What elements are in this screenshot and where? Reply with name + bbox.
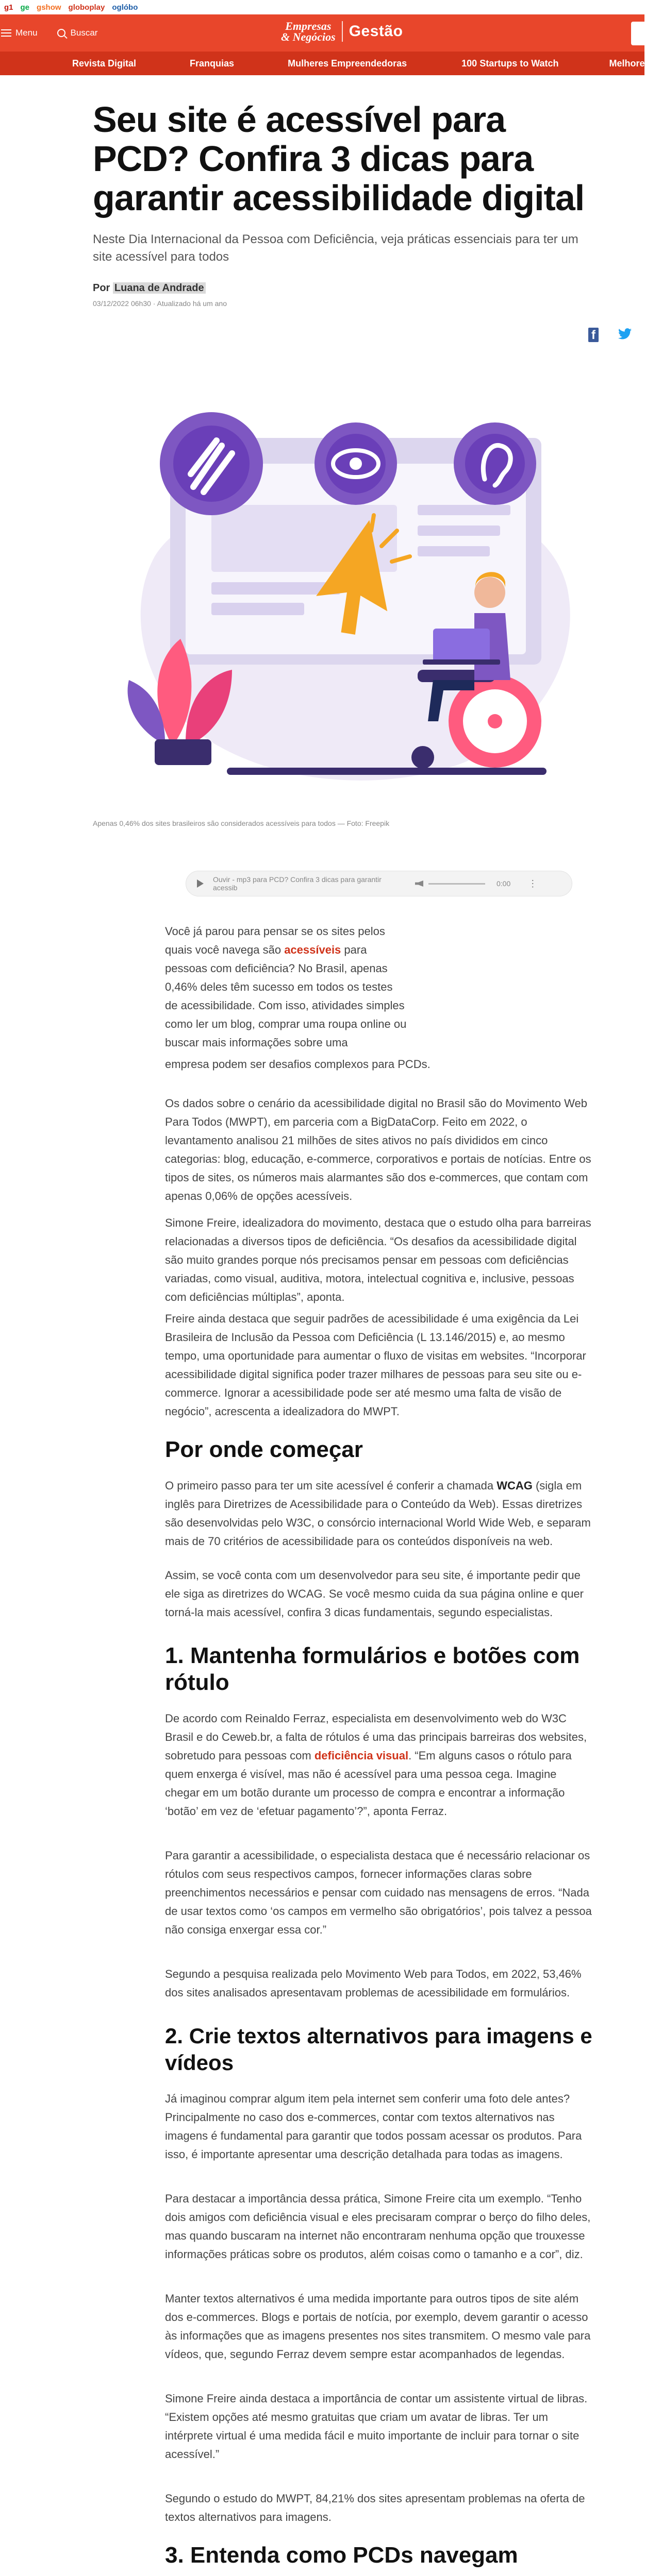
- section-heading: 1. Mantenha formulários e botões com rótulo: [165, 1643, 580, 1695]
- paragraph: Já imaginou comprar algum item pela internet sem conferir uma foto dele antes? Principalmente no caso dos e-commerces, contar com textos alternativos nas imagens é fundamental para garantir que todos possam acessar os produtos. Para isso, é importante apresentar uma descrição detalhada para todas as imagens.: [165, 2092, 582, 2161]
- byline-prefix: Por: [93, 282, 110, 294]
- section-heading: Por onde começar: [165, 1437, 363, 1462]
- paragraph: Segundo a pesquisa realizada pelo Movimento Web para Todos, em 2022, 53,46% dos sites analisados apresentavam problemas de acessibilidade em formulários.: [165, 1968, 582, 1999]
- share-buttons: [588, 328, 632, 342]
- paragraph: [165, 922, 407, 1052]
- text-run: O primeiro passo para ter um site acessível é conferir a chamada: [165, 1479, 494, 1492]
- visual-impairment-link[interactable]: deficiência visual: [314, 1749, 409, 1762]
- hamburger-icon: [1, 29, 11, 37]
- section-nav: [0, 52, 662, 75]
- globo-network-bar: [0, 0, 644, 14]
- audio-player: [186, 871, 572, 896]
- visual-impairment-icon: [315, 422, 397, 505]
- logo-mark: [281, 21, 336, 42]
- site-logo[interactable]: [281, 21, 403, 42]
- paragraph: Para destacar a importância dessa prática, Simone Freire cita um exemplo. “Tenho dois amigos com deficiência visual e eles precisaram comprar o berço do filho deles, mas quando buscaram na internet não encontraram nenhuma opção que trouxesse informações práticas sobre os produtos, além coisas como o tamanho e a cor”, diz.: [165, 2192, 591, 2261]
- nav-item-melhores-franquias[interactable]: Melhores Fr: [609, 58, 662, 69]
- article-header: [0, 100, 644, 308]
- image-caption: Apenas 0,46% dos sites brasileiros são considerados acessíveis para todos — Foto: Freepik: [93, 819, 390, 827]
- globo-link-ge[interactable]: ge: [20, 3, 30, 12]
- more-options-icon[interactable]: ⋮: [528, 878, 538, 889]
- logo-divider: [342, 21, 343, 42]
- section-name: Gestão: [349, 23, 403, 40]
- search-button[interactable]: [57, 28, 98, 38]
- play-icon[interactable]: [193, 877, 206, 890]
- paragraph: Assim, se você conta com um desenvolvedor para seu site, é importante pedir que ele siga as diretrizes do WCAG. Se você mesmo cuida da sua página online e quer torná-la mais acessível, confira 3 dicas fundamentais, segundo especialistas.: [165, 1569, 584, 1619]
- paragraph: [165, 1477, 593, 1551]
- article-subtitle: Neste Dia Internacional da Pessoa com Deficiência, veja práticas essenciais para ter um site acessível para todos: [93, 232, 578, 264]
- text-run: (sigla em inglês para Diretrizes de Acessibilidade para o Conteúdo da Web). Essas diretrizes são desenvolvidas pelo W3C, o consórcio internacional World Wide Web, e separam mais de 70 critérios de acessibilidade para os conteúdos disponíveis na web.: [165, 1479, 591, 1548]
- author-name[interactable]: Luana de Andrade: [113, 282, 206, 294]
- header-right-widget[interactable]: [631, 22, 644, 45]
- nav-item-100-startups[interactable]: 100 Startups to Watch: [461, 58, 559, 69]
- byline: [93, 282, 644, 294]
- paragraph: Simone Freire, idealizadora do movimento, destaca que o estudo olha para barreiras relacionadas a diversos tipos de deficiência. “Os desafios da acessibilidade digital são muito grandes porque nós precisamos pensar em pessoas com deficiências variadas, como visual, auditiva, motora, intelectual cognitiva e, inclusive, pessoas com deficiências múltiplas”, aponta.: [165, 1216, 591, 1303]
- hearing-impairment-icon: [160, 412, 263, 515]
- paragraph: Freire ainda destaca que seguir padrões de acessibilidade é uma exigência da Lei Brasileira de Inclusão da Pessoa com Deficiência (L 13.146/2015) e, ao mesmo tempo, uma oportunidade para aumentar o fluxo de visitas em websites. “Incorporar acessibilidade digital significa poder trazer milhares de pessoas para seu site ou e-commerce. Ignorar a acessibilidade pode ser até mesmo uma falta de visão de negócio”, acrescenta a idealizadora do MWPT.: [165, 1312, 586, 1418]
- globo-link-gshow[interactable]: gshow: [37, 3, 61, 12]
- globo-link-globoplay[interactable]: globoplay: [68, 3, 105, 12]
- section-heading: 3. Entenda como PCDs navegam: [165, 2543, 518, 2568]
- twitter-share-icon[interactable]: [618, 328, 632, 340]
- facebook-share-icon[interactable]: f: [588, 328, 599, 342]
- search-icon: [57, 29, 65, 37]
- audio-label: Ouvir - mp3 para PCD? Confira 3 dicas para garantir acessib: [213, 875, 382, 892]
- globo-link-g1[interactable]: g1: [4, 3, 13, 12]
- paragraph: Segundo o estudo do MWPT, 84,21% dos sites apresentam problemas na oferta de textos alternativos para imagens.: [165, 2492, 585, 2523]
- publish-date: 03/12/2022 06h30 · Atualizado há um ano: [93, 299, 227, 308]
- logo-line-2: & Negócios: [281, 30, 336, 43]
- text-run: para pessoas com deficiência? No Brasil, apenas 0,46% deles têm sucesso em todos os testes de acessibilidade. Com isso, atividades simples como ler um blog, comprar uma roupa online ou buscar mais informações sobre uma: [165, 943, 407, 1049]
- article-body: [165, 922, 593, 2576]
- volume-icon[interactable]: [415, 880, 423, 887]
- hero-illustration: [93, 371, 608, 814]
- ear-icon: [454, 422, 536, 505]
- text-run: De acordo com Reinaldo Ferraz, especialista em desenvolvimento web do W3C Brasil e do Ceweb.br, a falta de rótulos é uma das principais barreiras dos websites, sobretudo para pessoas com: [165, 1712, 587, 1762]
- paragraph: Manter textos alternativos é uma medida importante para outros tipos de site além dos e-commerces. Blogs e portais de notícia, por exemplo, devem garantir o acesso às informações que as imagens presentes nos sites transmitem. O mesmo vale para vídeos, que, segundo Ferraz devem sempre estar acompanhados de legendas.: [165, 2292, 591, 2361]
- article-title: Seu site é acessível para PCD? Confira 3 dicas para garantir acessibilidade digital: [93, 99, 585, 218]
- menu-label: Menu: [15, 28, 38, 38]
- paragraph: empresa podem ser desafios complexos para PCDs.: [165, 1058, 431, 1071]
- paragraph: Simone Freire ainda destaca a importância de contar um assistente virtual de libras. “Existem opções até mesmo gratuitas que criam um avatar de libras. Ter um intérprete virtual é uma medida fácil e muito importante de incluir para tornar o site acessível.”: [165, 2392, 588, 2461]
- search-label: Buscar: [70, 28, 98, 38]
- section-heading: 2. Crie textos alternativos para imagens e vídeos: [165, 2024, 592, 2075]
- audio-time: 0:00: [496, 879, 511, 888]
- logo-line-1: Empresas: [285, 20, 332, 32]
- nav-item-revista-digital[interactable]: Revista Digital: [72, 58, 137, 69]
- menu-button[interactable]: [0, 28, 38, 38]
- nav-item-franquias[interactable]: Franquias: [190, 58, 235, 69]
- accessible-link[interactable]: acessíveis: [284, 943, 341, 956]
- paragraph: Os dados sobre o cenário da acessibilidade digital no Brasil são do Movimento Web Para Todos (MWPT), em parceria com a BigDataCorp. Feito em 2022, o levantamento analisou 21 milhões de sites ativos no país divididos em cinco categorias: blog, educação, e-commerce, corporativos e portais de notícias. Entre os tipos de sites, os números mais alarmantes são dos e-commerces, que contam com apenas 0,06% de opções acessíveis.: [165, 1097, 591, 1202]
- paragraph: [165, 1709, 593, 1821]
- text-run: . “Em alguns casos o rótulo para quem enxerga é visível, mas não é acessível para uma pessoa cega. Imagine chegar em um botão durante um processo de compra e encontrar a informação ‘botão’ em vez de ‘efetuar pagamento’?”, aponta Ferraz.: [165, 1749, 572, 1818]
- text-run: Você já parou para pensar se os sites pelos quais você navega são: [165, 925, 385, 956]
- volume-slider[interactable]: [428, 883, 485, 885]
- site-header: [0, 14, 644, 52]
- globo-link-oglobo[interactable]: oglóbo: [112, 3, 138, 12]
- nav-item-mulheres-empreendedoras[interactable]: Mulheres Empreendedoras: [288, 58, 407, 69]
- paragraph: Para garantir a acessibilidade, o especialista destaca que é necessário relacionar os rótulos com seus respectivos campos, fornecer informações claras sobre preenchimentos necessários e pensar com cuidado nas mensagens de erros. “Nada de usar textos como ‘os campos em vermelho são obrigatórios’, pois talvez a pessoa não consiga enxergar essa cor.”: [165, 1849, 592, 1936]
- wcag-term: WCAG: [496, 1479, 533, 1492]
